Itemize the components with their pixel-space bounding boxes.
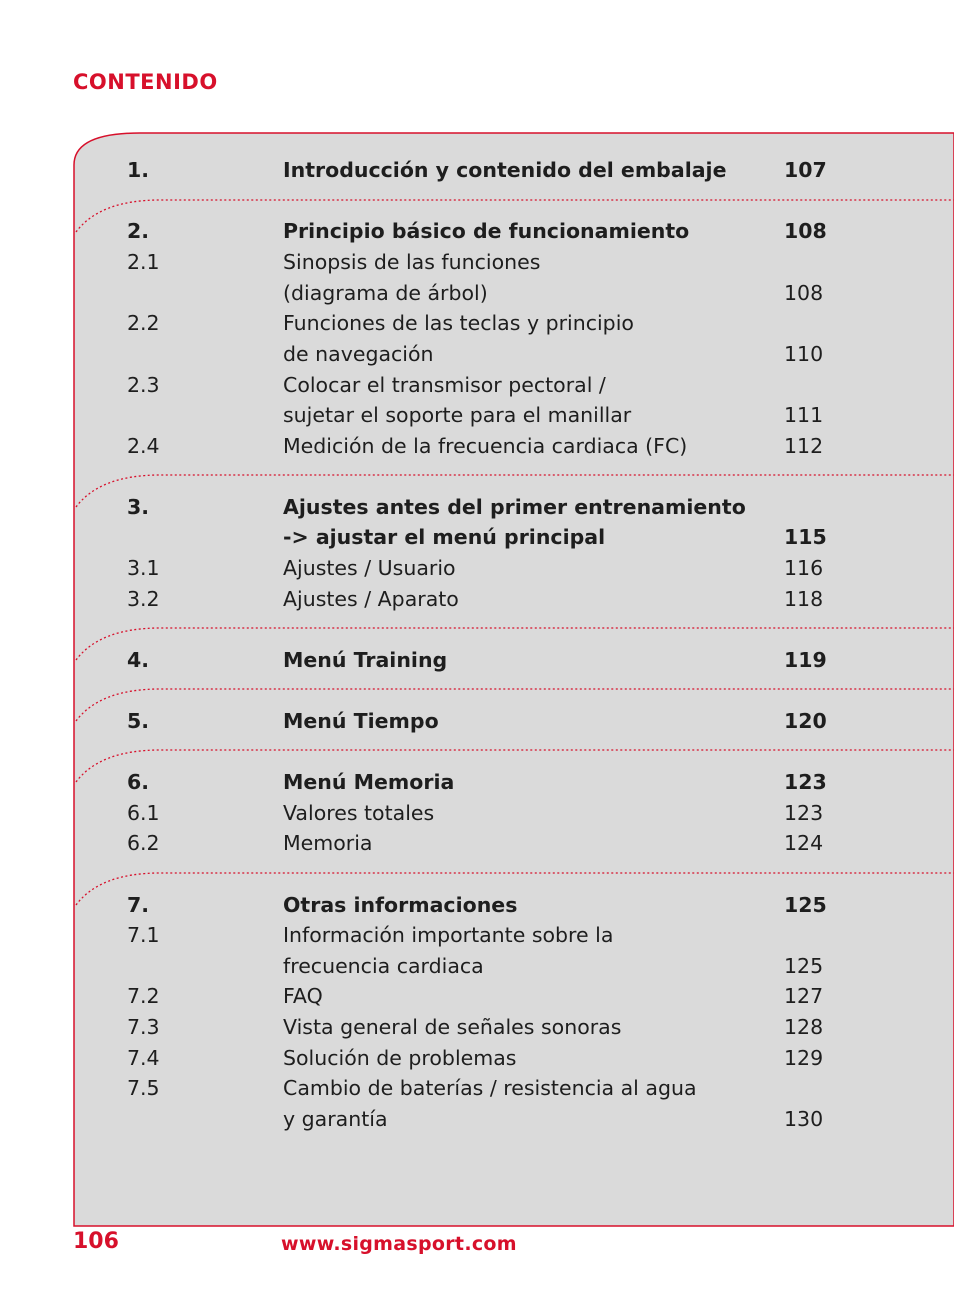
- toc-number: 4.: [127, 648, 150, 672]
- toc-page-number: 119: [784, 648, 827, 672]
- toc-number: 7.5: [127, 1076, 160, 1100]
- toc-page-number: 110: [784, 342, 824, 366]
- toc-number: 3.1: [127, 556, 160, 580]
- toc-page-number: 123: [784, 801, 824, 825]
- toc-page-number: 125: [784, 893, 827, 917]
- toc-title: Ajustes / Aparato: [283, 587, 459, 611]
- toc-row[interactable]: [0, 951, 954, 982]
- toc-page-number: 118: [784, 587, 824, 611]
- toc-row[interactable]: [0, 522, 954, 553]
- toc-title: y garantía: [283, 1107, 388, 1131]
- toc-title: Funciones de las teclas y principio: [283, 311, 634, 335]
- toc-title: Memoria: [283, 831, 373, 855]
- footer-website-link[interactable]: www.sigmasport.com: [281, 1233, 517, 1255]
- toc-row[interactable]: [0, 1073, 954, 1104]
- toc-page-number: 124: [784, 831, 824, 855]
- toc-number: 2.2: [127, 311, 160, 335]
- toc-row[interactable]: [0, 920, 954, 951]
- toc-page-number: 108: [784, 281, 824, 305]
- toc-title: Valores totales: [283, 801, 435, 825]
- toc-page-number: 112: [784, 434, 824, 458]
- toc-page-number: 128: [784, 1015, 824, 1039]
- toc-title: Menú Tiempo: [283, 709, 439, 733]
- toc-title: -> ajustar el menú principal: [283, 525, 606, 549]
- page-title: CONTENIDO: [73, 70, 218, 94]
- toc-title: frecuencia cardiaca: [283, 954, 484, 978]
- toc-title: Colocar el transmisor pectoral /: [283, 373, 606, 397]
- toc-row[interactable]: [0, 553, 954, 584]
- toc-page-number: 107: [784, 158, 827, 182]
- toc-title: Cambio de baterías / resistencia al agua: [283, 1076, 697, 1100]
- toc-page-number: 120: [784, 709, 827, 733]
- toc-page-number: 111: [784, 403, 824, 427]
- toc-title: Menú Memoria: [283, 770, 455, 794]
- toc-title: Introducción y contenido del embalaje: [283, 158, 727, 182]
- toc-title: Vista general de señales sonoras: [283, 1015, 622, 1039]
- toc-number: 5.: [127, 709, 150, 733]
- toc-row[interactable]: [0, 1012, 954, 1043]
- toc-page-number: 123: [784, 770, 827, 794]
- footer-page-number: 106: [73, 1229, 119, 1254]
- toc-row[interactable]: [0, 216, 954, 247]
- toc-row[interactable]: [0, 400, 954, 431]
- toc-number: 6.: [127, 770, 150, 794]
- toc-number: 6.2: [127, 831, 160, 855]
- toc-number: 1.: [127, 158, 150, 182]
- toc-title: Otras informaciones: [283, 893, 518, 917]
- toc-page-number: 129: [784, 1046, 824, 1070]
- toc-row[interactable]: [0, 1043, 954, 1074]
- toc-number: 7.1: [127, 923, 160, 947]
- toc-row[interactable]: [0, 706, 954, 737]
- toc-title: Medición de la frecuencia cardiaca (FC): [283, 434, 688, 458]
- toc-row[interactable]: [0, 278, 954, 309]
- toc-title: de navegación: [283, 342, 434, 366]
- toc-page-number: 127: [784, 984, 824, 1008]
- toc-row[interactable]: [0, 247, 954, 278]
- toc-row[interactable]: [0, 370, 954, 401]
- toc-page-number: 116: [784, 556, 824, 580]
- toc-row[interactable]: [0, 492, 954, 523]
- toc-page-number: 108: [784, 219, 827, 243]
- toc-number: 7.3: [127, 1015, 160, 1039]
- toc-title: Sinopsis de las funciones: [283, 250, 541, 274]
- toc-number: 7.2: [127, 984, 160, 1008]
- toc-title: FAQ: [283, 984, 323, 1008]
- toc-title: Solución de problemas: [283, 1046, 517, 1070]
- toc-page-number: 125: [784, 954, 824, 978]
- toc-title: Ajustes antes del primer entrenamiento: [283, 495, 746, 519]
- toc-page-number: 130: [784, 1107, 824, 1131]
- toc-number: 2.3: [127, 373, 160, 397]
- toc-row[interactable]: [0, 798, 954, 829]
- toc-number: 2.1: [127, 250, 160, 274]
- toc-row[interactable]: [0, 339, 954, 370]
- toc-number: 2.: [127, 219, 150, 243]
- toc-row[interactable]: [0, 767, 954, 798]
- toc-row[interactable]: [0, 981, 954, 1012]
- toc-row[interactable]: [0, 155, 954, 186]
- toc-row[interactable]: [0, 828, 954, 859]
- toc-row[interactable]: [0, 584, 954, 615]
- toc-number: 6.1: [127, 801, 160, 825]
- toc-row[interactable]: [0, 431, 954, 462]
- toc-number: 3.2: [127, 587, 160, 611]
- toc-title: Principio básico de funcionamiento: [283, 219, 690, 243]
- toc-number: 7.: [127, 893, 150, 917]
- toc-row[interactable]: [0, 890, 954, 921]
- toc-title: Menú Training: [283, 648, 448, 672]
- toc-number: 7.4: [127, 1046, 160, 1070]
- toc-number: 3.: [127, 495, 150, 519]
- toc-title: Ajustes / Usuario: [283, 556, 456, 580]
- toc-page-number: 115: [784, 525, 827, 549]
- toc-number: 2.4: [127, 434, 160, 458]
- toc-row[interactable]: [0, 1104, 954, 1135]
- toc-title: sujetar el soporte para el manillar: [283, 403, 632, 427]
- toc-title: Información importante sobre la: [283, 923, 614, 947]
- toc-row[interactable]: [0, 645, 954, 676]
- toc-title: (diagrama de árbol): [283, 281, 488, 305]
- toc-row[interactable]: [0, 308, 954, 339]
